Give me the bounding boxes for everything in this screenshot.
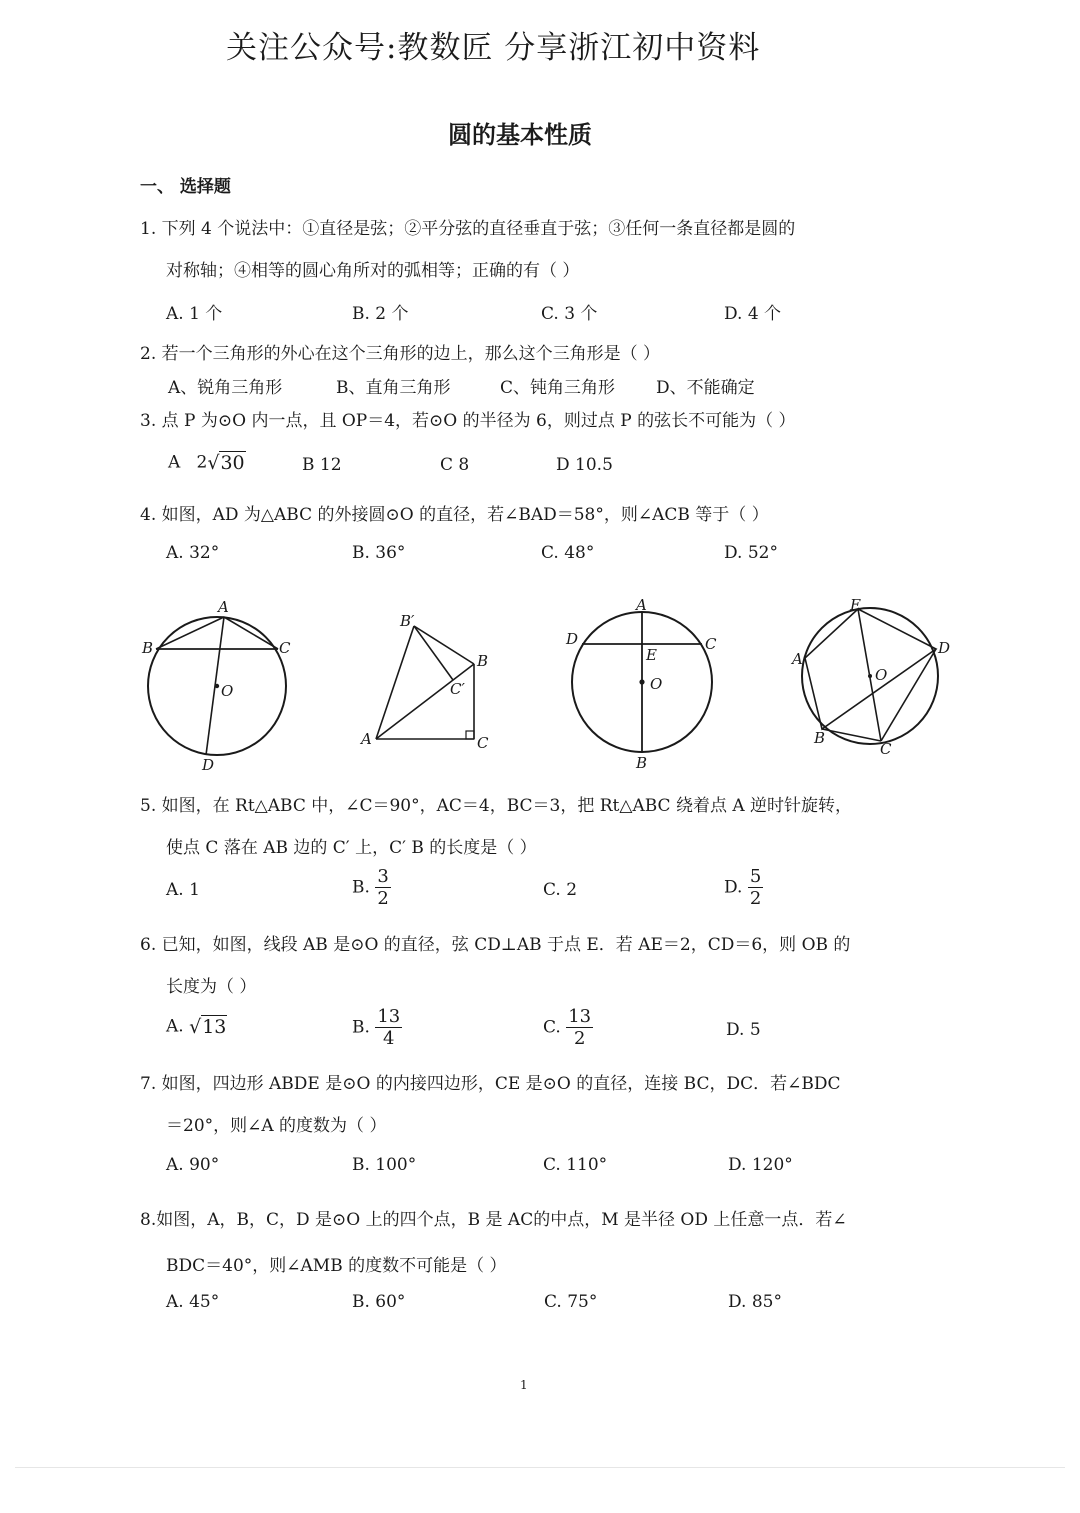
sqrt-icon: √13 <box>189 1016 227 1038</box>
question-3-option-c: C 8 <box>440 455 470 475</box>
question-4-option-d: D. 52° <box>724 543 778 563</box>
question-6-option-a-label: A. <box>166 1016 184 1037</box>
figure-2-label-c-prime: C′ <box>450 680 465 698</box>
question-8-line-1: 8.如图，A，B，C，D 是⊙O 上的四个点，B 是 AC的中点，M 是半径 OD 上任意一点．若∠ <box>140 1210 847 1230</box>
question-3-line-1: 3. 点 P 为⊙O 内一点，且 OP＝4，若⊙O 的半径为 6，则过点 P 的弦长不可能为（ ） <box>140 411 796 431</box>
question-8-option-b: B. 60° <box>352 1292 406 1312</box>
figure-4-label-b: B <box>814 729 826 747</box>
question-6-option-c-label: C. <box>543 1017 561 1038</box>
page-number: 1 <box>520 1378 528 1392</box>
question-5-option-d-denominator: 2 <box>749 888 762 909</box>
question-6-option-b-denominator: 4 <box>383 1028 395 1049</box>
question-7-option-c: C. 110° <box>543 1155 608 1175</box>
figure-1-center-point <box>215 684 219 688</box>
question-3-option-a <box>168 452 246 474</box>
question-1-option-c: C. 3 个 <box>541 304 598 324</box>
figure-4-segment-bc <box>822 729 881 741</box>
figure-1-label-o: O <box>221 682 234 700</box>
question-1-option-a: A. 1 个 <box>166 304 223 324</box>
question-1-option-d: D. 4 个 <box>724 304 782 324</box>
question-1-line-1: 1. 下列 4 个说法中：①直径是弦；②平分弦的直径垂直于弦；③任何一条直径都是圆的 <box>140 219 796 239</box>
question-4-option-b: B. 36° <box>352 543 406 563</box>
question-5-option-d-fraction <box>748 868 763 908</box>
question-6-option-c-fraction <box>566 1008 593 1048</box>
question-2-option-d: D、不能确定 <box>656 378 755 398</box>
question-5-option-b <box>352 868 391 908</box>
footer-divider <box>15 1467 1065 1468</box>
question-5-option-b-fraction <box>375 868 390 908</box>
figure-2-right-angle-mark <box>466 731 474 739</box>
figure-1 <box>138 596 298 780</box>
question-5-line-2: 使点 C 落在 AB 边的 C′ 上，C′ B 的长度是（ ） <box>166 838 537 858</box>
question-6-option-d: D. 5 <box>726 1020 761 1040</box>
figure-1-label-d: D <box>202 756 215 774</box>
figure-2-label-b: B <box>477 652 489 670</box>
figure-2-side-ab <box>376 664 474 739</box>
figure-4 <box>788 596 958 770</box>
question-1-line-2: 对称轴；④相等的圆心角所对的弧相等；正确的有（ ） <box>166 261 580 281</box>
figure-3-label-e: E <box>646 646 657 664</box>
question-5-option-b-label: B. <box>352 877 370 898</box>
figure-1-label-c: C <box>279 639 291 657</box>
figure-4-label-a: A <box>792 650 803 668</box>
figure-4-segment-dc <box>881 649 936 741</box>
question-7-option-a: A. 90° <box>166 1155 220 1175</box>
figure-2-label-b-prime: B′ <box>400 612 415 630</box>
figure-3-label-b: B <box>636 754 648 772</box>
question-8-option-a: A. 45° <box>166 1292 220 1312</box>
question-5-line-1: 5. 如图，在 Rt△ABC 中，∠C＝90°，AC＝4，BC＝3，把 Rt△ABC 绕着点 A 逆时针旋转， <box>140 796 853 816</box>
question-2-option-a: A、锐角三角形 <box>168 378 283 398</box>
question-2-option-b: B、直角三角形 <box>336 378 451 398</box>
question-4-option-c: C. 48° <box>541 543 595 563</box>
figure-3-center-point <box>639 679 644 684</box>
figure-4-center-point <box>868 674 872 678</box>
question-2-option-c: C、钝角三角形 <box>500 378 616 398</box>
question-6-option-b-numerator: 13 <box>377 1006 401 1027</box>
question-5-option-d <box>724 868 763 908</box>
question-6-option-a-radicand: 13 <box>202 1016 227 1038</box>
question-6-option-c-denominator: 2 <box>573 1028 586 1049</box>
figure-2-side-ab-prime <box>376 626 414 739</box>
question-6-line-1: 6. 已知，如图，线段 AB 是⊙O 的直径，弦 CD⊥AB 于点 E．若 AE＝2，CD＝6，则 OB 的 <box>140 935 851 955</box>
sqrt-icon: √30 <box>207 452 245 474</box>
figure-4-label-c: C <box>880 740 892 758</box>
question-7-line-1: 7. 如图，四边形 ABDE 是⊙O 的内接四边形，CE 是⊙O 的直径，连接 BC，DC．若∠BDC <box>140 1074 841 1094</box>
question-5-option-b-denominator: 2 <box>377 888 389 909</box>
question-2-line-1: 2. 若一个三角形的外心在这个三角形的边上，那么这个三角形是（ ） <box>140 344 661 364</box>
question-6-option-b-label: B. <box>352 1017 370 1038</box>
question-3-option-a-letter: A <box>168 452 181 473</box>
question-5-option-a: A. 1 <box>166 880 200 900</box>
figure-2-segment-b-prime-b <box>414 626 474 664</box>
question-8-option-d: D. 85° <box>728 1292 782 1312</box>
question-4-option-a: A. 32° <box>166 543 220 563</box>
question-5-option-b-numerator: 3 <box>377 866 389 887</box>
question-1-option-b: B. 2 个 <box>352 304 409 324</box>
question-7-line-2: ＝20°，则∠A 的度数为（ ） <box>166 1116 387 1136</box>
figure-3-label-a: A <box>636 596 647 614</box>
question-3-option-a-radicand: 30 <box>220 452 245 474</box>
page-title: 圆的基本性质 <box>448 120 592 149</box>
question-6-option-a <box>166 1016 227 1038</box>
figure-3 <box>562 596 722 780</box>
question-8-line-2: BDC＝40°，则∠AMB 的度数不可能是（ ） <box>166 1256 507 1276</box>
question-3-option-d: D 10.5 <box>556 455 613 475</box>
question-5-option-d-label: D. <box>724 877 743 898</box>
figure-1-label-b: B <box>142 639 154 657</box>
question-3-option-a-coefficient: 2 <box>196 452 208 473</box>
section-heading: 一、 选择题 <box>140 177 231 197</box>
figure-3-label-o: O <box>650 675 663 693</box>
question-6-line-2: 长度为（ ） <box>166 977 257 997</box>
figure-2-label-a: A <box>361 730 372 748</box>
question-6-option-b <box>352 1008 402 1048</box>
question-8-option-c: C. 75° <box>544 1292 598 1312</box>
figure-2 <box>356 604 506 758</box>
figure-4-label-d: D <box>938 639 951 657</box>
question-6-option-c-numerator: 13 <box>568 1006 592 1027</box>
figure-4-label-o: O <box>875 666 888 684</box>
question-5-option-c: C. 2 <box>543 880 578 900</box>
question-3-option-b: B 12 <box>302 455 342 475</box>
question-7-option-d: D. 120° <box>728 1155 793 1175</box>
figure-3-label-c: C <box>705 635 717 653</box>
figure-4-label-e: E <box>850 596 861 614</box>
figure-1-label-a: A <box>218 598 229 616</box>
watermark-header: 关注公众号:教数匠 分享浙江初中资料 <box>226 30 761 66</box>
figure-1-chord-ac <box>224 617 278 649</box>
question-7-option-b: B. 100° <box>352 1155 417 1175</box>
question-5-option-d-numerator: 5 <box>749 866 762 887</box>
question-4-line-1: 4. 如图，AD 为△ABC 的外接圆⊙O 的直径，若∠BAD＝58°，则∠ACB 等于（ ） <box>140 505 769 525</box>
question-6-option-b-fraction <box>375 1008 402 1048</box>
figure-2-side-b-prime-c-prime <box>414 626 453 680</box>
figure-3-label-d: D <box>566 630 579 648</box>
question-6-option-c <box>543 1008 593 1048</box>
figure-2-label-c: C <box>477 734 489 752</box>
